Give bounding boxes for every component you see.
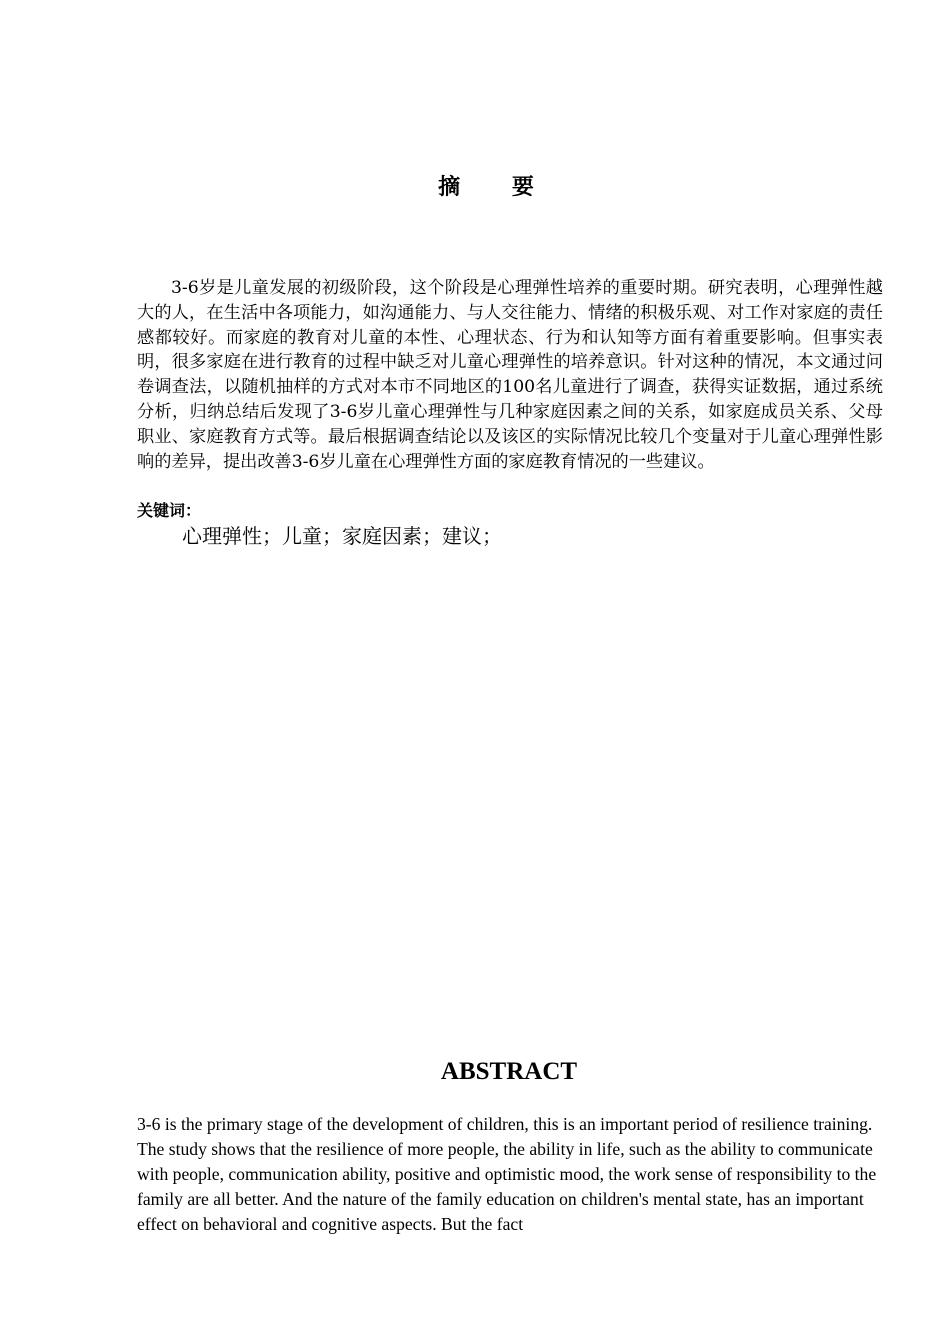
chinese-abstract-body: 3-6岁是儿童发展的初级阶段，这个阶段是心理弹性培养的重要时期。研究表明，心理弹性越大的人，在生活中各项能力，如沟通能力、与人交往能力、情绪的积极乐观、对工作对家庭的责任感都较好。而家庭的教育对儿童的本性、心理状态、行为和认知等方面有着重要影响。但事实表明，很多家庭在进行教育的过程中缺乏对儿童心理弹性的培养意识。针对这种的情况，本文通过问卷调查法，以随机抽样的方式对本市不同地区的100名儿童进行了调查，获得实证数据，通过系统分析，归纳总结后发现了3-6岁儿童心理弹性与几种家庭因素之间的关系，如家庭成员关系、父母职业、家庭教育方式等。最后根据调查结论以及该区的实际情况比较几个变量对于儿童心理弹性影响的差异，提出改善3-6岁儿童在心理弹性方面的家庭教育情况的一些建议。	[137, 278, 883, 472]
keywords-label: 关键词：	[137, 501, 202, 520]
english-abstract-title: ABSTRACT	[440, 1058, 578, 1085]
keywords-text: 心理弹性；儿童；家庭因素；建议；	[182, 524, 502, 548]
chinese-abstract-title: 摘 要	[438, 175, 556, 200]
english-abstract-body: 3-6 is the primary stage of the development of children, this is an important period of resilience training. The study shows that the resilience of more people, the ability in life, such as the ability to communicate with people, communication ability, positive and optimistic mood, the work sense of responsibility to the family are all better. And the nature of the family education on children's mental state, has an important effect on behavioral and cognitive aspects. But the fact	[137, 1114, 877, 1234]
